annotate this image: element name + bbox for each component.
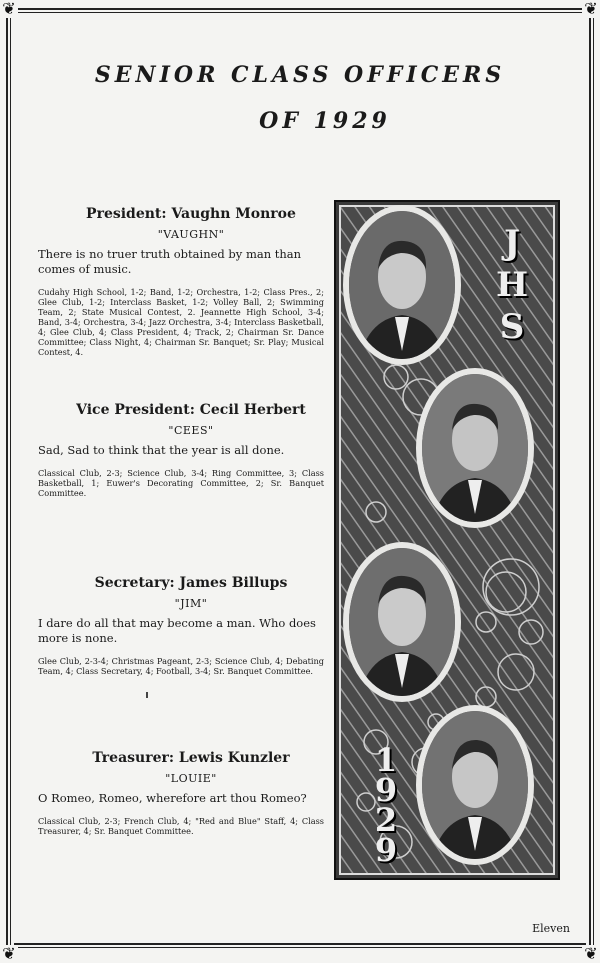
corner-ornament-icon: ❦ [582,0,600,18]
page-border-left [6,14,11,949]
page-border-top [14,8,586,13]
portrait-silhouette-icon [349,211,455,359]
class-year: 1 9 2 9 [374,741,398,869]
corner-ornament-icon: ❦ [582,945,600,963]
portrait-secretary [343,542,461,702]
officer-quote: O Romeo, Romeo, wherefore art thou Romeo? [38,791,307,805]
officer-role: President: Vaughn Monroe [86,206,296,222]
officer-secretary [38,575,324,676]
page-border-bottom [14,943,586,948]
corner-ornament-icon: ❦ [0,945,18,963]
officer-activities: Classical Club, 2-3; Science Club, 3-4; Ring Committee, 3; Class Basketball, 1; Euwer's Decorating Committee, 2; Sr. Banquet Committee. [38,468,324,498]
officer-quote: Sad, Sad to think that the year is all done. [38,443,285,457]
officer-activities: Cudahy High School, 1-2; Band, 1-2; Orchestra, 1-2; Class Pres., 2; Glee Club, 1-2; Interclass Basket, 1-2; Volley Ball, 2; Swimming Team, 2; State Musical Contest, 2. Jeannette High School, 3-4; Band, 3-4; Orchestra, 3-4; Jazz Orchestra, 3-4; Interclass Basketball, 4; Glee Club, 4; Class President, 4; Track, 2; Chairman Sr. Dance Committee; Class Night, 4; Chairman Sr. Banquet; Sr. Play; Musical Contest, 4. [38,287,324,357]
school-monogram: J H S [495,223,529,347]
officer-role: Vice President: Cecil Herbert [76,402,306,418]
officer-treasurer [38,750,324,836]
page-subtitle: OF 1929 [259,108,391,134]
portrait-silhouette-icon [422,374,528,522]
officer-activities: Classical Club, 2-3; French Club, 4; "Red and Blue" Staff, 4; Class Treasurer, 4; Sr. Banquet Committee. [38,816,324,836]
page-number: Eleven [532,922,570,935]
stray-mark [146,692,148,698]
page-title: SENIOR CLASS OFFICERS [94,62,506,88]
officer-vice-president [38,402,324,498]
officer-nickname: "VAUGHN" [157,228,225,241]
portrait-vice-president [416,368,534,528]
officer-quote: There is no truer truth obtained by man than comes of music. [38,247,302,276]
portrait-silhouette-icon [349,548,455,696]
officer-nickname: "LOUIE" [165,772,217,785]
officer-nickname: "CEES" [168,424,214,437]
corner-ornament-icon: ❦ [0,0,18,18]
officer-activities: Glee Club, 2-3-4; Christmas Pageant, 2-3; Science Club, 4; Debating Team, 4; Class Secretary, 4; Football, 3-4; Sr. Banquet Committee. [38,656,324,676]
officer-role: Secretary: James Billups [94,575,288,591]
officer-president [38,206,324,357]
officer-quote: I dare do all that may become a man. Who does more is none. [38,616,316,645]
officer-nickname: "JIM" [174,597,208,610]
portrait-president [343,205,461,365]
officer-role: Treasurer: Lewis Kunzler [92,750,290,766]
portrait-treasurer [416,705,534,865]
page-border-right [589,14,594,949]
portrait-silhouette-icon [422,711,528,859]
